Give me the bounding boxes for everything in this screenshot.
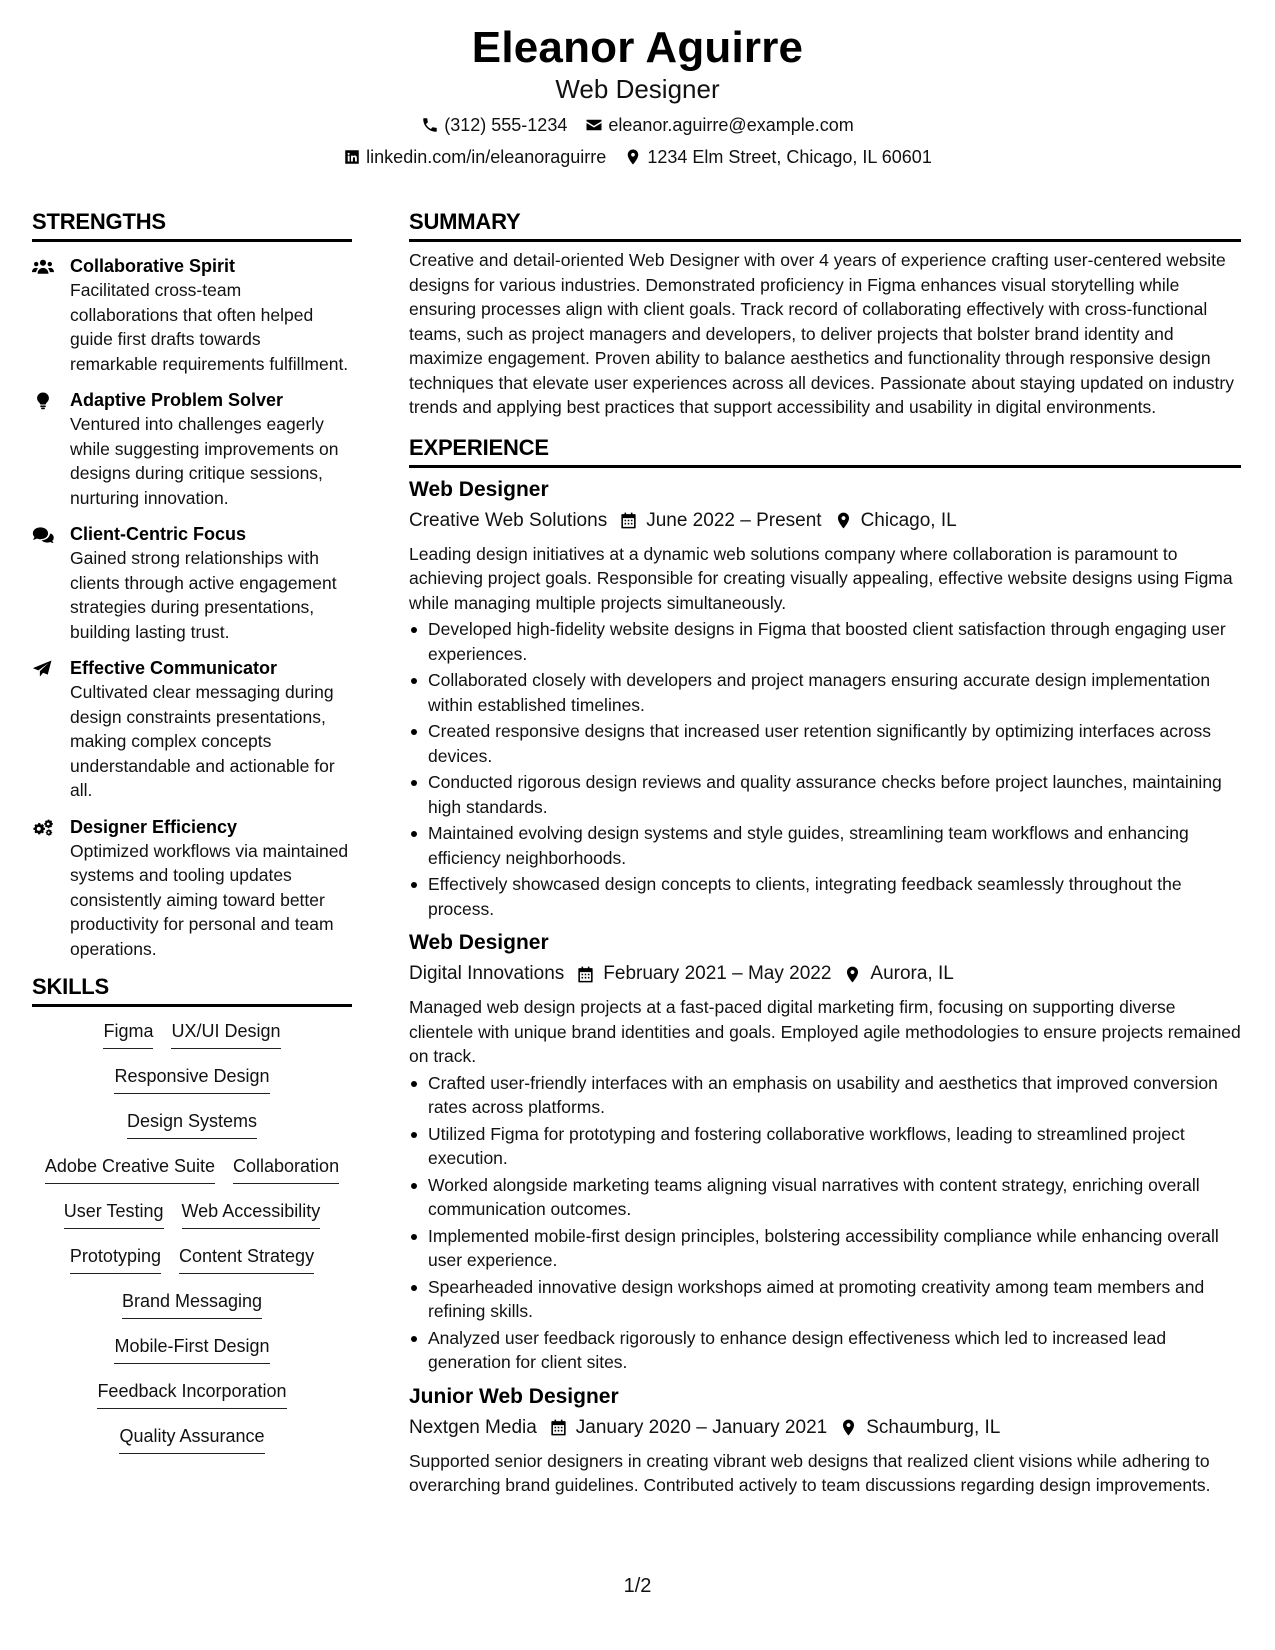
skill-row [32,1064,352,1109]
strength-desc: Gained strong relationships with clients through active engagement strategies during presentations, building lasting trust. [70,548,337,642]
job-meta [409,1415,1241,1441]
users-icon [32,258,54,276]
job-bullet: Collaborated closely with developers and project managers ensuring accurate design implementation within established timelines. [409,668,1241,717]
strength-desc: Facilitated cross-team collaborations that often helped guide first drafts towards remarkable requirements fulfillment. [70,280,349,374]
job-bullets [409,617,1241,921]
skill-tag: Figma [103,1019,153,1049]
job-entry [409,929,1241,1375]
address-text: 1234 Elm Street, Chicago, IL 60601 [647,147,932,167]
lightbulb-icon [32,392,54,410]
job-bullet: Analyzed user feedback rigorously to enhance design effectiveness which led to increased lead generation for client sites. [409,1326,1241,1375]
calendar-icon [576,965,595,984]
map-pin-icon [839,1418,858,1437]
map-pin-icon [624,148,642,166]
contact-row-1 [0,114,1275,136]
skill-tag: Collaboration [233,1154,339,1184]
skill-tag: Responsive Design [114,1064,269,1094]
job-meta [409,961,1241,987]
job-title: Web Designer [409,931,549,954]
job-bullets [409,1071,1241,1375]
strength-title: Effective Communicator [70,658,278,678]
job-dates: January 2020 – January 2021 [575,1416,828,1438]
email-link[interactable]: eleanor.aguirre@example.com [608,115,854,135]
summary-heading: SUMMARY [409,208,1241,242]
skill-row [32,1244,352,1289]
skill-row [32,1109,352,1154]
linkedin-icon [343,148,361,166]
job-dates: June 2022 – Present [646,509,822,531]
candidate-name: Eleanor Aguirre [471,23,804,72]
page-number: 1/2 [623,1575,652,1597]
job-bullet: Implemented mobile-first design principles, bolstering accessibility compliance while enhancing overall user experience. [409,1224,1241,1273]
job-bullet: Utilized Figma for prototyping and fostering collaborative workflows, leading to streamlined project execution. [409,1122,1241,1171]
contact-row-2 [0,146,1275,168]
envelope-icon [585,116,603,134]
skill-tag: User Testing [64,1199,164,1229]
skill-tag: UX/UI Design [171,1019,280,1049]
skill-tag: Prototyping [70,1244,161,1274]
calendar-icon [619,511,638,530]
strength-desc: Optimized workflows via maintained systems and tooling updates consistently aiming toward better productivity for personal and team operations. [70,840,349,959]
job-company: Creative Web Solutions [409,509,608,531]
skill-tag: Feedback Incorporation [97,1379,286,1409]
job-location: Schaumburg, IL [866,1416,1001,1438]
right-column [409,208,1241,1498]
skill-row [32,1154,352,1199]
strengths-list [32,254,352,961]
job-bullet: Spearheaded innovative design workshops aimed at promoting creativity among team members and refining skills. [409,1275,1241,1324]
job-title: Web Designer [409,477,549,501]
strengths-heading: STRENGTHS [32,208,352,242]
linkedin-link[interactable]: linkedin.com/in/eleanoraguirre [366,147,607,167]
strength-title: Designer Efficiency [70,816,238,837]
gears-icon [32,819,54,837]
job-bullet: Effectively showcased design concepts to clients, integrating feedback seamlessly throughout the process. [409,872,1241,921]
skill-tag: Brand Messaging [122,1289,262,1319]
skill-tag: Web Accessibility [182,1199,321,1229]
summary-text: Creative and detail-oriented Web Designer with over 4 years of experience crafting user-centered website designs for various industries. Demonstrated proficiency in Figma enhances visual storytelling while ensuring processes align with client goals. Track record of collaborating effectively with cross-functional teams, such as project managers and developers, to deliver projects that bolster brand identity and maximize engagement. Proven ability to balance aesthetics and functionality through responsive design techniques that elevate user experiences across all devices. Passionate about staying updated on industry trends and applying best practices that support accessibility and usability in digital environments. [409,250,1234,417]
skill-row [32,1289,352,1334]
strength-title: Collaborative Spirit [70,256,236,276]
strength-title: Adaptive Problem Solver [70,390,284,410]
left-column [32,208,352,1469]
contact-email[interactable] [585,114,853,136]
job-company: Digital Innovations [409,963,565,984]
job-entry [409,476,1241,922]
job-entry [409,1383,1241,1498]
map-pin-icon [834,511,853,530]
resume-header [0,22,1275,168]
job-bullet: Crafted user-friendly interfaces with an emphasis on usability and aesthetics that improved conversion rates across platforms. [409,1071,1241,1120]
contact-address [624,146,932,168]
job-meta [409,508,1241,534]
phone-text: (312) 555-1234 [444,115,568,135]
job-title: Junior Web Designer [409,1384,619,1408]
skill-tag: Design Systems [127,1109,257,1139]
job-bullet: Conducted rigorous design reviews and quality assurance checks before project launches, maintaining high standards. [409,770,1241,819]
job-bullet: Worked alongside marketing teams aligning visual narratives with content strategy, enriching overall communication outcomes. [409,1173,1241,1222]
skills-list [32,1019,352,1469]
job-company: Nextgen Media [409,1416,537,1438]
candidate-role: Web Designer [555,74,720,104]
strength-item [32,656,352,803]
paper-plane-icon [32,660,54,678]
job-bullet: Created responsive designs that increased user retention significantly by optimizing interfaces across devices. [409,719,1241,768]
strength-item [32,254,352,376]
strength-item [32,522,352,644]
job-bullet: Maintained evolving design systems and style guides, streamlining team workflows and enhancing efficiency neighborhoods. [409,821,1241,870]
strength-desc: Ventured into challenges eagerly while suggesting improvements on designs during critique sessions, nurturing innovation. [70,414,339,508]
experience-heading: EXPERIENCE [409,434,1241,468]
job-description: Leading design initiatives at a dynamic web solutions company where collaboration is paramount to achieving project goals. Responsible for creating visually appealing, effective website designs using Figma while managing multiple projects simultaneously. [409,543,1233,613]
skill-row [32,1379,352,1424]
skills-heading: SKILLS [32,973,352,1007]
strength-title: Client-Centric Focus [70,524,247,544]
job-location: Chicago, IL [860,509,957,531]
skill-tag: Quality Assurance [119,1424,264,1454]
phone-icon [421,116,439,134]
contact-phone [421,114,567,136]
skill-row [32,1199,352,1244]
job-bullet: Developed high-fidelity website designs in Figma that boosted client satisfaction through engaging user experiences. [409,617,1241,666]
contact-linkedin[interactable] [343,146,606,168]
skill-row [32,1019,352,1064]
job-description: Supported senior designers in creating vibrant web designs that realized client visions while adhering to overarching brand guidelines. Contributed actively to team discussions regarding design improvements. [409,1450,1211,1495]
skill-tag: Mobile-First Design [114,1334,269,1364]
strength-desc: Cultivated clear messaging during design constraints presentations, making complex concepts understandable and actionable for all. [70,682,335,800]
job-description: Managed web design projects at a fast-paced digital marketing firm, focusing on supporting diverse clientele with unique brand identities and goals. Employed agile methodologies to ensure projects remained on track. [409,997,1241,1066]
map-pin-icon [843,965,862,984]
job-dates: February 2021 – May 2022 [603,963,832,984]
skill-tag: Adobe Creative Suite [45,1154,215,1184]
strength-item [32,815,352,962]
strength-item [32,388,352,510]
skill-row [32,1334,352,1379]
skill-row [32,1424,352,1469]
comments-icon [32,526,54,544]
skill-tag: Content Strategy [179,1244,314,1274]
job-location: Aurora, IL [870,963,954,984]
calendar-icon [549,1418,568,1437]
